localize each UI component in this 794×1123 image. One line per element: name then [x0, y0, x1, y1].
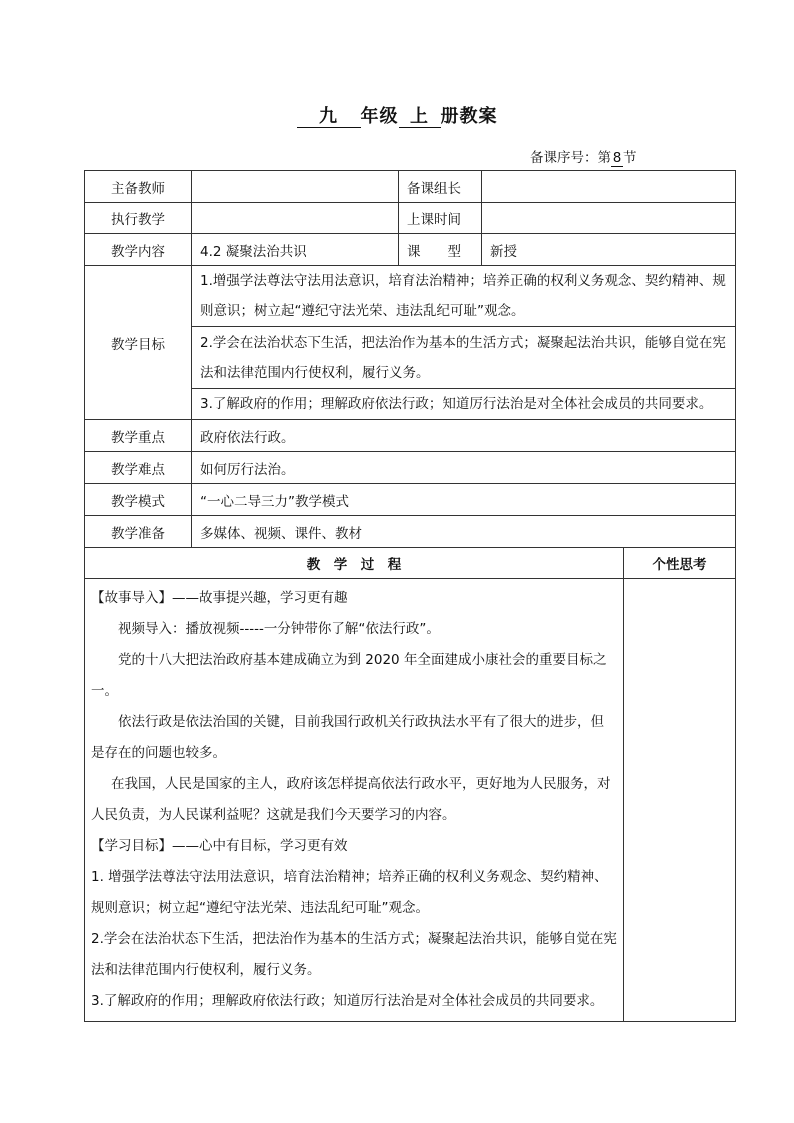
table-row — [85, 266, 736, 327]
detail-value: “一心二导三力”教学模式 — [192, 484, 736, 516]
content-value: 4.2 凝聚法治共识 — [192, 234, 399, 266]
process-paragraph: 在我国，人民是国家的主人，政府该怎样提高依法行政水平，更好地为人民服务，对人民负责，为人民谋利益呢？这就是我们今天要学习的内容。 — [91, 776, 611, 823]
serial-suffix: 节 — [623, 150, 637, 166]
detail-label: 教学模式 — [85, 484, 192, 516]
objectives-label: 教学目标 — [85, 266, 192, 420]
document-title — [0, 106, 794, 128]
exec-teacher-label: 执行教学 — [85, 203, 192, 234]
video-line: 视频导入：播放视频-----一分钟带你了解“依法行政”。 — [118, 621, 440, 637]
detail-label: 教学准备 — [85, 516, 192, 548]
process-paragraph: 党的十八大把法治政府基本建成确立为到 2020 年全面建成小康社会的重要目标之一。 — [91, 652, 607, 699]
goal-item: 3.了解政府的作用；理解政府依法行政；知道厉行法治是对全体社会成员的共同要求。 — [91, 993, 604, 1009]
class-time-label: 上课时间 — [399, 203, 482, 234]
detail-value: 多媒体、视频、课件、教材 — [192, 516, 736, 548]
table-row — [85, 420, 736, 452]
objective-item: 3.了解政府的作用；理解政府依法行政；知道厉行法治是对全体社会成员的共同要求。 — [192, 389, 736, 420]
table-row — [85, 203, 736, 234]
objective-item: 1.增强学法尊法守法用法意识，培育法治精神；培养正确的权利义务观念、契约精神、规则意识；树立起“遵纪守法光荣、违法乱纪可耻”观念。 — [192, 266, 736, 327]
type-value: 新授 — [482, 234, 736, 266]
content-label: 教学内容 — [85, 234, 192, 266]
lead-teacher-label: 主备教师 — [85, 171, 192, 203]
table-row — [85, 548, 736, 579]
term-label: 册教案 — [440, 106, 498, 127]
exec-teacher-value — [192, 203, 399, 234]
table-row — [85, 516, 736, 548]
serial-value: 8 — [612, 150, 622, 166]
detail-value: 如何厉行法治。 — [192, 452, 736, 484]
serial-label: 备课序号：第 — [530, 150, 611, 166]
grade-value: 九 — [297, 107, 361, 128]
process-body — [85, 579, 624, 1022]
process-paragraph: 依法行政是依法治国的关键，目前我国行政机关行政执法水平有了很大的进步，但是存在的问题也较多。 — [91, 714, 604, 761]
personal-thoughts-cell — [624, 579, 736, 1022]
group-leader-value — [482, 171, 736, 203]
term-value: 上 — [399, 107, 441, 128]
story-heading: 【故事导入】——故事提兴趣，学习更有趣 — [91, 590, 348, 606]
detail-label: 教学难点 — [85, 452, 192, 484]
goal-item: 2.学会在法治状态下生活，把法治作为基本的生活方式；凝聚起法治共识，能够自觉在宪法和法律范围内行使权利，履行义务。 — [91, 931, 617, 978]
type-label: 课 型 — [399, 234, 482, 266]
side-header: 个性思考 — [624, 548, 736, 579]
table-row — [85, 234, 736, 266]
table-row — [85, 484, 736, 516]
lesson-plan-table — [84, 170, 736, 1022]
goal-item: 1. 增强学法尊法守法用法意识，培育法治精神；培养正确的权利义务观念、契约精神、规则意识；树立起“遵纪守法光荣、违法乱纪可耻”观念。 — [91, 869, 608, 916]
table-row — [85, 171, 736, 203]
lead-teacher-value — [192, 171, 399, 203]
detail-label: 教学重点 — [85, 420, 192, 452]
group-leader-label: 备课组长 — [399, 171, 482, 203]
grade-label: 年级 — [360, 106, 399, 127]
class-time-value — [482, 203, 736, 234]
detail-value: 政府依法行政。 — [192, 420, 736, 452]
goal-heading: 【学习目标】——心中有目标，学习更有效 — [91, 838, 348, 854]
lesson-serial — [530, 146, 637, 167]
objective-item: 2.学会在法治状态下生活，把法治作为基本的生活方式；凝聚起法治共识，能够自觉在宪法和法律范围内行使权利，履行义务。 — [192, 327, 736, 389]
process-header: 教 学 过 程 — [85, 548, 624, 579]
table-row — [85, 452, 736, 484]
table-row — [85, 579, 736, 1022]
